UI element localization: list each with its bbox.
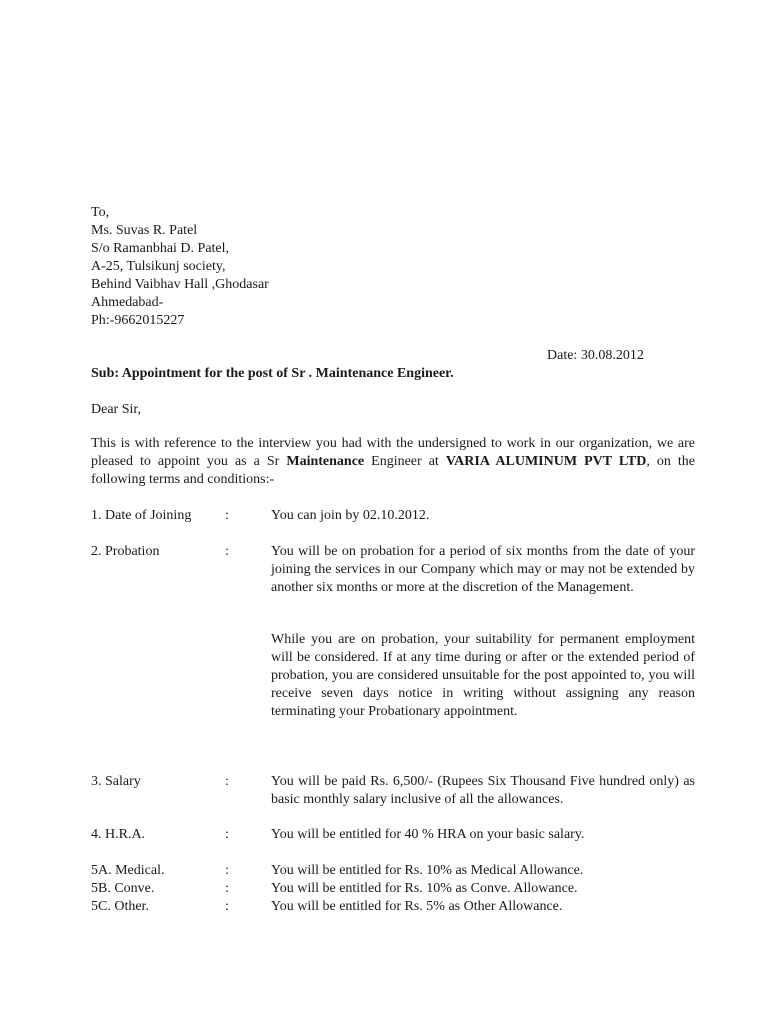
term-colon-salary: : [225,774,229,789]
term-label-salary: 3. Salary [91,774,141,789]
term-label-other: 5C. Other. [91,899,149,914]
term-colon-medical: : [225,863,229,878]
term-text-probation: You will be on probation for a period of six months from the date of your joining the services in our Company which may or may not be extended by another six months or more at the discretion of the Management. [271,544,695,595]
address-line2: Behind Vaibhav Hall ,Ghodasar [91,277,269,292]
term-text-hra: You will be entitled for 40 % HRA on your basic salary. [271,827,585,842]
letter-subject: Sub: Appointment for the post of Sr . Maintenance Engineer. [91,366,454,381]
term-colon-hra: : [225,827,229,842]
term-text-salary: You will be paid Rs. 6,500/- (Rupees Six Thousand Five hundred only) as basic monthly salary inclusive of all the allowances. [271,774,695,807]
salutation: Dear Sir, [91,402,141,417]
term-text-joining: You can join by 02.10.2012. [271,508,430,523]
term-colon-other: : [225,899,229,914]
term-text-other: You will be entitled for Rs. 5% as Other Allowance. [271,899,563,914]
term-text-conveyance: You will be entitled for Rs. 10% as Conve. Allowance. [271,881,578,896]
term-label-conveyance: 5B. Conve. [91,881,155,896]
address-relation: S/o Ramanbhai D. Patel, [91,241,230,256]
address-name: Ms. Suvas R. Patel [91,223,198,238]
address-line1: A-25, Tulsikunj society, [91,259,226,274]
term-text-probation-suitability: While you are on probation, your suitability for permanent employment will be considered. If at any time during or after or the extended period of probation, you are considered unsuitable for the post appointed to, you will receive seven days notice in writing without assigning any reason terminating your Probationary appointment. [271,632,695,719]
intro-text-2: Engineer at [364,454,446,469]
term-colon-conveyance: : [225,881,229,896]
intro-text-3: , on the following terms and conditions:- [91,454,696,487]
address-phone: Ph:-9662015227 [91,313,185,328]
letter-date: Date: 30.08.2012 [547,348,644,363]
term-text-medical: You will be entitled for Rs. 10% as Medical Allowance. [271,863,584,878]
intro-text-1: This is with reference to the interview you had with the undersigned to work in our organization, we are pleased to appoint you as a Sr [91,436,695,469]
address-city: Ahmedabad- [91,295,164,310]
term-label-hra: 4. H.R.A. [91,827,146,842]
term-label-joining: 1. Date of Joining [91,508,192,523]
address-to: To, [91,205,110,220]
term-label-medical: 5A. Medical. [91,863,165,878]
term-label-probation: 2. Probation [91,544,160,559]
intro-paragraph [91,435,695,489]
intro-bold-1: Maintenance [286,454,365,469]
term-colon-probation: : [225,544,229,559]
intro-bold-2: VARIA ALUMINUM PVT LTD [445,454,647,469]
term-colon-joining: : [225,508,229,523]
